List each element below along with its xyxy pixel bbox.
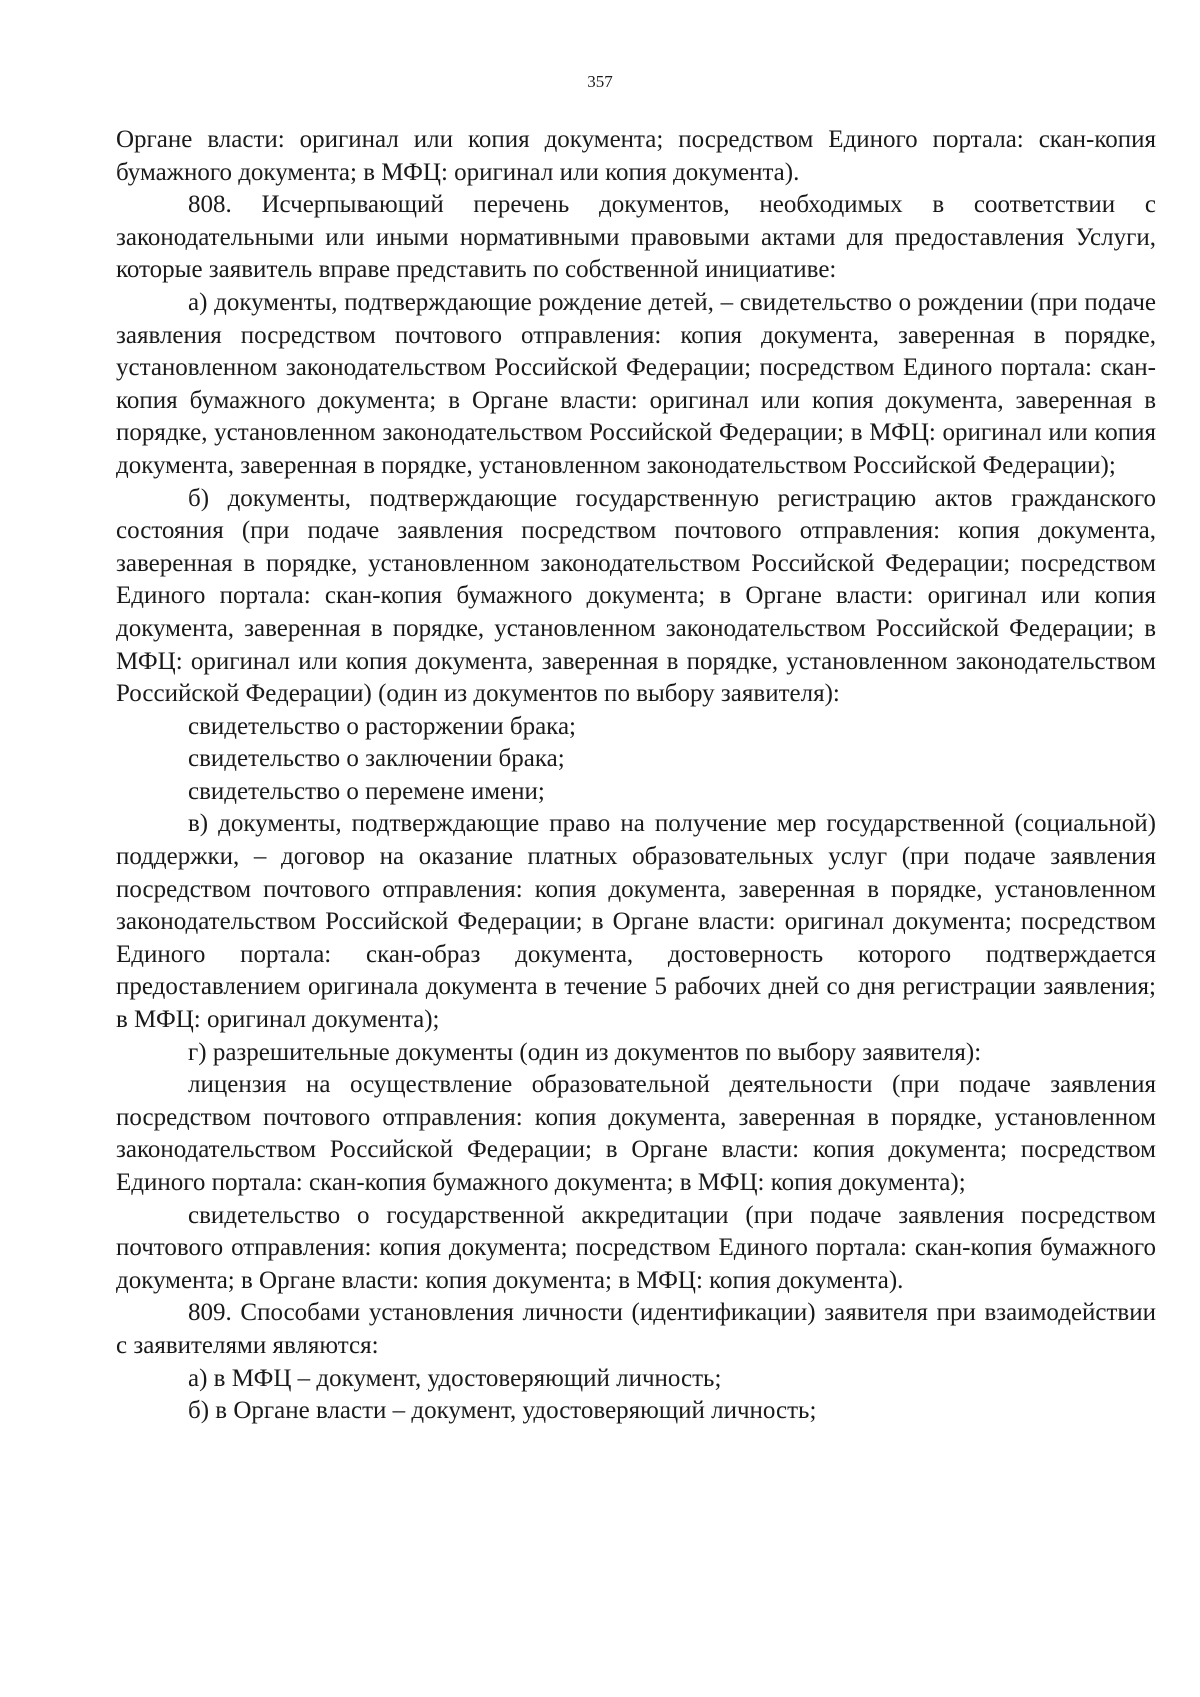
list-item: лицензия на осуществление образовательной деятельности (при подаче заявления посредством почтового отправления: копия документа, заверенная в порядке, установленном законодательством Российской Федерации; в Органе власти: копия документа; посредством Единого портала: скан-копия бумажного документа; в МФЦ: копия документа); — [116, 1071, 1156, 1196]
page-number: 357 — [587, 72, 613, 91]
paragraph-808-a: а) документы, подтверждающие рождение детей, – свидетельство о рождении (при подаче заявления посредством почтового отправления: копия документа, заверенная в порядке, установленном законодательством Российской Федерации; посредством Единого портала: скан-копия бумажного документа; в Органе власти: оригинал или копия документа, заверенная в порядке, установленном законодательством Российской Федерации; в МФЦ: оригинал или копия документа, заверенная в порядке, установленном законодательством Российской Федерации); — [116, 288, 1156, 479]
list-item: свидетельство о государственной аккредитации (при подаче заявления посредством почтового отправления: копия документа; посредством Единого портала: скан-копия бумажного документа; в Органе власти: копия документа; в МФЦ: копия документа). — [116, 1201, 1156, 1294]
paragraph: Органе власти: оригинал или копия документа; посредством Единого портала: скан-копия бумажного документа; в МФЦ: оригинал или копия документа). — [116, 126, 1156, 186]
paragraph-808-g: г) разрешительные документы (один из документов по выбору заявителя): — [188, 1038, 982, 1066]
list-item: свидетельство о заключении брака; — [188, 745, 565, 773]
list-item: свидетельство о перемене имени; — [188, 777, 545, 805]
paragraph-809: 809. Способами установления личности (идентификации) заявителя при взаимодействии с заявителями являются: — [116, 1299, 1156, 1359]
document-body — [116, 124, 1156, 1428]
paragraph-808-v: в) документы, подтверждающие право на получение мер государственной (социальной) поддержки, – договор на оказание платных образовательных услуг (при подаче заявления посредством почтового отправления: копия документа, заверенная в порядке, установленном законодательством Российской Федерации; в Органе власти: оригинал документа; посредством Единого портала: скан-образ документа, достоверность которого подтверждается предоставлением оригинала документа в течение 5 рабочих дней со дня регистрации заявления; в МФЦ: оригинал документа); — [116, 810, 1156, 1034]
list-item: свидетельство о расторжении брака; — [188, 712, 576, 740]
paragraph-808: 808. Исчерпывающий перечень документов, необходимых в соответствии с законодательными или иными нормативными правовыми актами для предоставления Услуги, которые заявитель вправе представить по собственной инициативе: — [116, 191, 1156, 284]
paragraph-809-a: а) в МФЦ – документ, удостоверяющий личность; — [188, 1364, 722, 1392]
paragraph-808-b: б) документы, подтверждающие государственную регистрацию актов гражданского состояния (при подаче заявления посредством почтового отправления: копия документа, заверенная в порядке, установленном законодательством Российской Федерации; посредством Единого портала: скан-копия бумажного документа; в Органе власти: оригинал или копия документа, заверенная в порядке, установленном законодательством Российской Федерации; в МФЦ: оригинал или копия документа, заверенная в порядке, установленном законодательством Российской Федерации) (один из документов по выбору заявителя): — [116, 484, 1156, 708]
paragraph-809-b: б) в Органе власти – документ, удостоверяющий личность; — [188, 1397, 817, 1425]
